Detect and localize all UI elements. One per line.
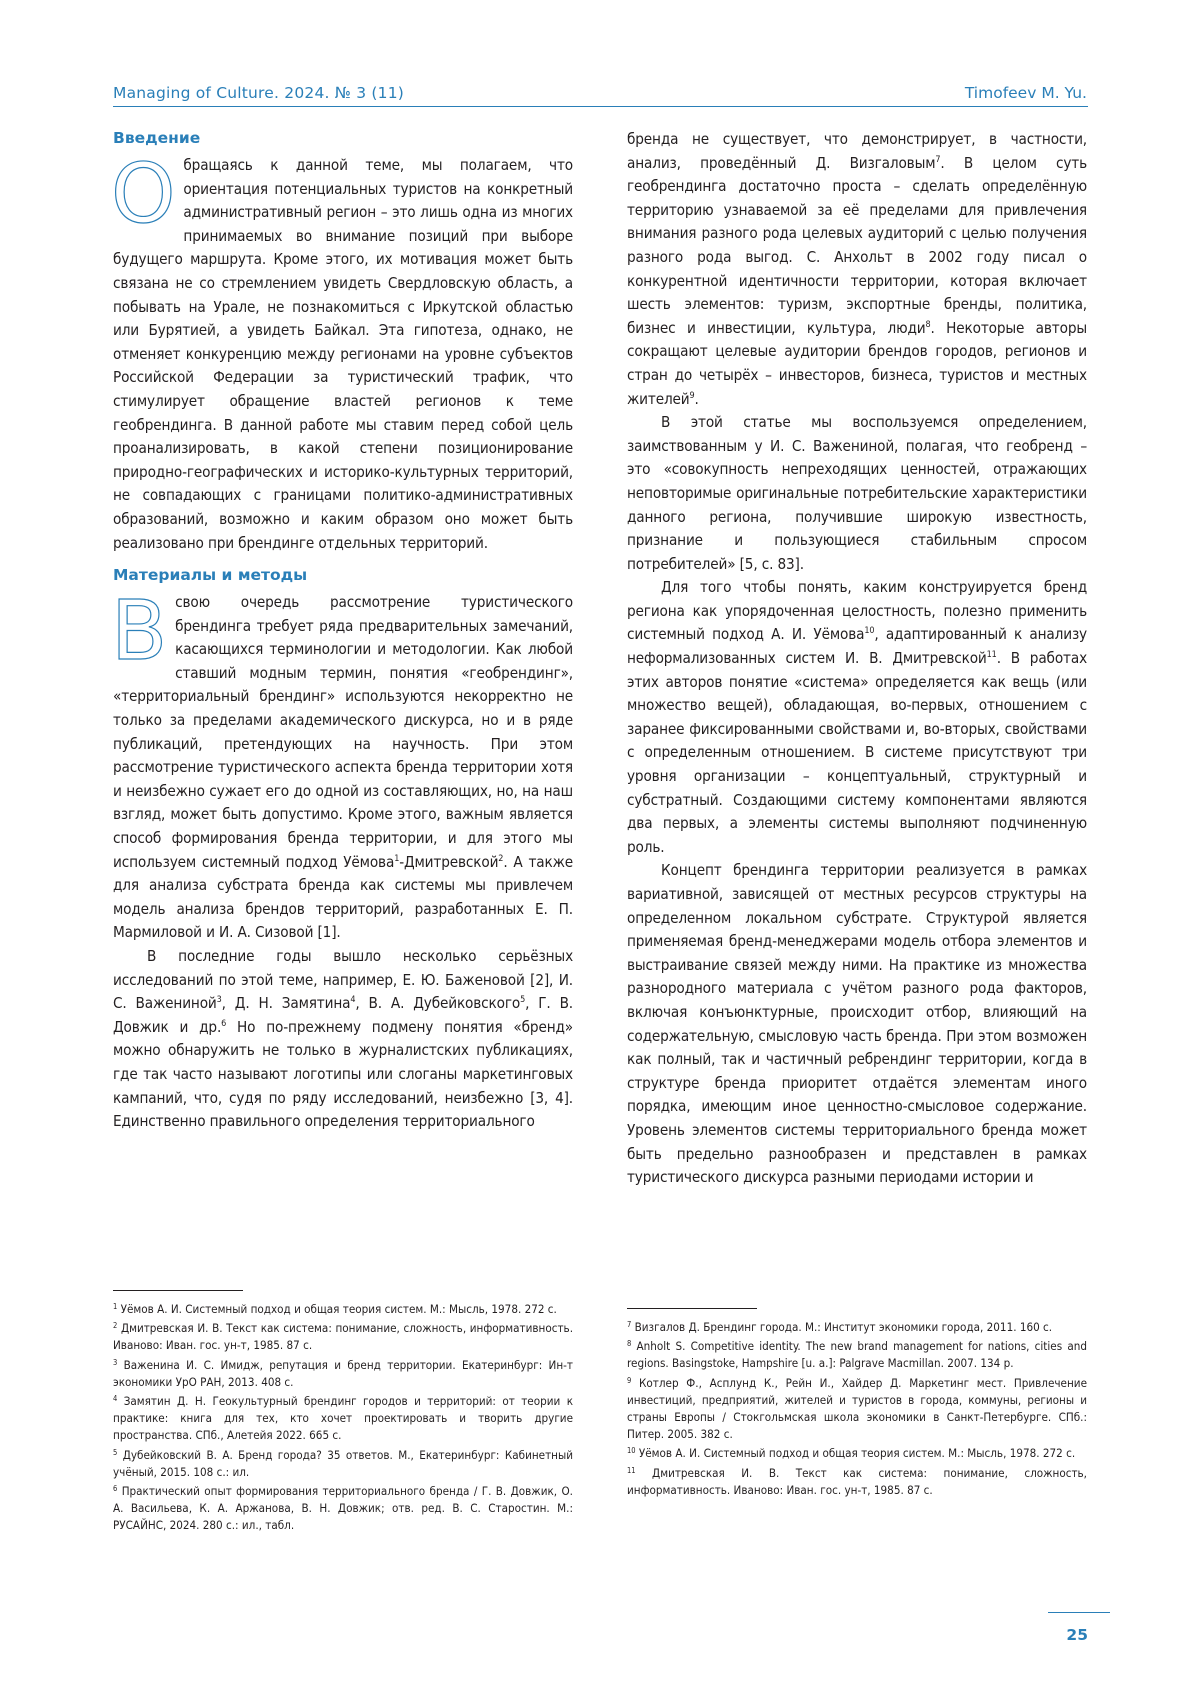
definition-paragraph [627, 128, 1087, 411]
footnote-text: Практический опыт формирования территориального бренда / Г. В. Довжик, О. А. Васильева, К. А. Аржанова, В. Н. Довжик; отв. ред. В. С. Старостин. М.: РУСАЙНС, 2024. 280 с.: ил., табл. [113, 1484, 573, 1533]
footnote-ref[interactable]: 11 [986, 650, 997, 661]
footnote-number: 10 [627, 1446, 636, 1456]
research-text-c: , В. А. Дубейковского [355, 994, 521, 1013]
page-number-rule [1048, 1612, 1110, 1613]
footnotes-left [113, 1290, 573, 1537]
footnote-number: 1 [113, 1302, 118, 1311]
footnote-number: 11 [627, 1465, 636, 1475]
definition-text-c: . Некоторые авторы сокращают целевые аудитории брендов городов, регионов и стран до четырёх – инвесторов, бизнеса, туристов и местных жителей [627, 318, 1087, 408]
footnote-ref[interactable]: 6 [221, 1018, 227, 1029]
footnote-ref[interactable]: 10 [864, 626, 875, 637]
geobrand-paragraph: В этой статье мы воспользуемся определением, заимствованным у И. С. Важениной, полагая, что геобренд – это «совокупность непреходящих ценностей, отражающих неповторимые оригинальные потребительские характеристики данного региона, получившие широкую известность, признание и пользующиеся стабильным спросом потребителей» [5, с. 83]. [627, 413, 1087, 573]
footnote-item [113, 1447, 573, 1481]
footnote-item [113, 1357, 573, 1391]
footnote-item [113, 1301, 573, 1318]
footnote-text: Anholt S. Competitive identity. The new brand management for nations, cities and regions. Basingstoke, Hampshire [u. a.]: Palgrave Macmillan. 2007. 134 p. [627, 1339, 1087, 1371]
methods-text-b: -Дмитревской [399, 852, 499, 871]
system-text-c: . В работах этих авторов понятие «система» определяется как вещь (или множество вещей), обладающая, во-первых, отношением с заранее фиксированными свойствами и, во-вторых, свойствами с определенным отношением. В системе присутствуют три уровня организации – концептуальный, структурный и субстратный. Создающими систему компонентами являются два первых, а элементы системы выполняют подчиненную роль. [627, 649, 1087, 856]
footnote-text: Уёмов А. И. Системный подход и общая теория систем. М.: Мысль, 1978. 272 с. [120, 1302, 557, 1316]
research-text-b: , Д. Н. Замятина [221, 994, 351, 1013]
footnote-text: Визгалов Д. Брендинг города. М.: Институт экономики города, 2011. 160 с. [634, 1320, 1053, 1334]
methods-paragraph [111, 584, 574, 945]
footnote-text: Дмитревская И. В. Текст как система: понимание, сложность, информативность. Иваново: Иван. гос. ун-т, 1985. 87 с. [113, 1321, 574, 1353]
footnote-ref[interactable]: 8 [925, 319, 931, 330]
footnote-text: Уёмов А. И. Системный подход и общая теория систем. М.: Мысль, 1978. 272 с. [638, 1446, 1076, 1461]
methods-text-c: . А также для анализа субстрата бренда как системы мы привлечем модель анализа брендов территорий, разработанных Е. П. Мармиловой и И. А. Сизовой [1]. [113, 852, 574, 942]
left-column [113, 128, 573, 1134]
footnote-number: 4 [113, 1394, 118, 1404]
footnote-text: Дмитревская И. В. Текст как система: понимание, сложность, информативность. Иваново: Иван. гос. ун-т, 1985. 87 с. [627, 1465, 1087, 1497]
footnote-item [627, 1465, 1087, 1499]
footnote-item [113, 1393, 573, 1445]
drop-cap: В [111, 584, 168, 680]
definition-text-a: бренда не существует, что демонстрирует, в частности, анализ, проведённый Д. Визгаловым [627, 130, 1087, 172]
footnote-text: Важенина И. С. Имидж, репутация и бренд территории. Екатеринбург: Ин-т экономики УрО РАН, 2013. 408 с. [113, 1357, 574, 1389]
footnote-ref[interactable]: 1 [394, 853, 400, 864]
methods-text-a: свою очередь рассмотрение туристического брендинга требует ряда предварительных замечаний, касающихся терминологии и методологии. Как любой ставший модным термин, понятия «геобрендинг», «территориальный брендинг» используются некорректно не только за пределами академического дискурса, но и в ряде публикаций, претендующих на научность. При этом рассмотрение туристического аспекта бренда территории хотя и неизбежно сужает его до одной из составляющих, но, на наш взгляд, может быть допустимо. Кроме этого, важным является способ формирования бренда территории, и для этого мы используем системный подход Уёмова [113, 593, 573, 871]
right-column [627, 128, 1087, 1190]
concept-paragraph: Концепт брендинга территории реализуется в рамках вариативной, зависящей от местных ресурсов структуры на определенном локальном субстрате. Структурой является применяемая бренд-менеджерами модель отбора элементов и выстраивание связей между ними. На практике из множества разнородного материала с учётом разного рода факторов, включая конъюнктурные, происходит отбор, влияющий на содержательную, смысловую часть бренда. При этом возможен как полный, так и частичный ребрендинг территории, когда в структуре бренда приоритет отдаётся элементам иного порядка, имеющим иное ценностно-смысловое содержание. Уровень элементов системы территориального бренда может быть предельно разнообразен и представлен в рамках туристического дискурса разными периодами истории и [627, 861, 1087, 1187]
footnote-number: 5 [113, 1447, 118, 1457]
footnote-item [627, 1375, 1087, 1444]
footnote-ref[interactable]: 2 [498, 853, 504, 864]
footnote-text: Дубейковский В. А. Бренд города? 35 ответов. М., Екатеринбург: Кабинетный учёный, 2015. 108 с.: ил. [113, 1447, 573, 1479]
system-text-b: , адаптированный к анализу неформализованных систем И. В. Дмитревской [627, 625, 1087, 668]
definition-text-b: . В целом суть геобрендинга достаточно проста – сделать определённую территорию узнаваемой за её пределами для привлечения внимания разного рода целевых аудиторий с целью получения разного рода выгод. С. Анхольт в 2002 году писал о конкурентной идентичности территории, которая включает шесть элементов: туризм, экспортные бренды, политика, бизнес и инвестиции, культура, люди [627, 153, 1088, 337]
research-text-e: Но по-прежнему подмену понятия «бренд» можно обнаружить не только в журналистских публикациях, где так часто называют логотипы или слоганы маркетинговых кампаний, что, судя по ряду исследований, неизбежно [3, 4]. Единственно правильного определения территориального [113, 1017, 573, 1131]
footnote-list [627, 1319, 1087, 1499]
footnote-ref[interactable]: 3 [216, 995, 222, 1006]
drop-cap: О [111, 147, 176, 242]
footnote-number: 7 [627, 1320, 632, 1329]
section-title-methods: Материалы и методы [113, 566, 308, 585]
footnote-divider [113, 1290, 243, 1291]
footnote-ref[interactable]: 4 [350, 995, 356, 1006]
footnote-number: 6 [113, 1484, 118, 1494]
research-text-a: В последние годы вышло несколько серьёзных исследований по этой теме, например, Е. Ю. Баженовой [2], И. С. Важениной [113, 947, 573, 1013]
running-header-journal: Managing of Culture. 2024. № 3 (11) [113, 84, 405, 102]
footnote-number: 9 [627, 1375, 632, 1385]
research-paragraph [113, 945, 573, 1134]
system-paragraph [627, 576, 1087, 859]
research-text-d: , Г. В. Довжик и др. [113, 994, 573, 1036]
footnote-number: 3 [113, 1357, 118, 1367]
footnote-item [627, 1445, 1087, 1462]
footnote-ref[interactable]: 7 [935, 154, 941, 165]
system-text-a: Для того чтобы понять, каким конструируется бренд региона как упорядоченная целостность, полезно применить системный подход А. И. Уёмова [627, 578, 1087, 644]
footnote-ref[interactable]: 5 [520, 995, 526, 1006]
footnote-item [627, 1338, 1087, 1372]
footnote-number: 2 [113, 1321, 118, 1331]
footnotes-right [627, 1308, 1087, 1501]
footnote-text: Котлер Ф., Асплунд К., Рейн И., Хайдер Д. Маркетинг мест. Привлечение инвестиций, предприятий, жителей и туристов в города, коммуны, регионы и страны Европы / Стокгольмская школа экономики в Санкт-Петербурге. СПб.: Питер. 2005. 382 с. [627, 1375, 1087, 1442]
footnote-number: 8 [627, 1339, 632, 1349]
running-header-author: Timofeev M. Yu. [964, 84, 1087, 102]
definition-text-d: . [694, 389, 699, 408]
header-divider [113, 106, 1088, 107]
section-title-introduction: Введение [113, 129, 201, 147]
footnote-text: Замятин Д. Н. Геокультурный брендинг городов и территорий: от теории к практике: книга для тех, кто хочет проектировать и творить другие пространства. СПб., Алетейя 2022. 665 с. [113, 1394, 573, 1443]
footnote-divider [627, 1308, 757, 1309]
footnote-ref[interactable]: 9 [689, 390, 695, 401]
footnote-item [113, 1320, 573, 1354]
intro-paragraph [111, 147, 573, 555]
page-number: 25 [1066, 1626, 1088, 1644]
footnote-item [113, 1483, 573, 1535]
footnote-item [627, 1319, 1087, 1336]
intro-text: бращаясь к данной теме, мы полагаем, что ориентация потенциальных туристов на конкретный административный регион – это лишь одна из многих принимаемых во внимание позиций при выборе будущего маршрута. Кроме этого, их мотивация может быть связана не со стремлением увидеть Свердловскую область, а побывать на Урале, не познакомиться с Иркутской областью или Бурятией, а увидеть Байкал. Эта гипотеза, однако, не отменяет конкуренцию между регионами на уровне субъектов Российской Федерации за туристический трафик, что стимулирует обращение властей регионов к теме геобрендинга. В данной работе мы ставим перед собой цель проанализировать, в какой степени позиционирование природно-географических и историко-культурных территорий, не совпадающих с границами политико-административных образований, возможно и каким образом оно может быть реализовано при брендинге отдельных территорий. [113, 156, 573, 552]
footnote-list [113, 1301, 573, 1535]
